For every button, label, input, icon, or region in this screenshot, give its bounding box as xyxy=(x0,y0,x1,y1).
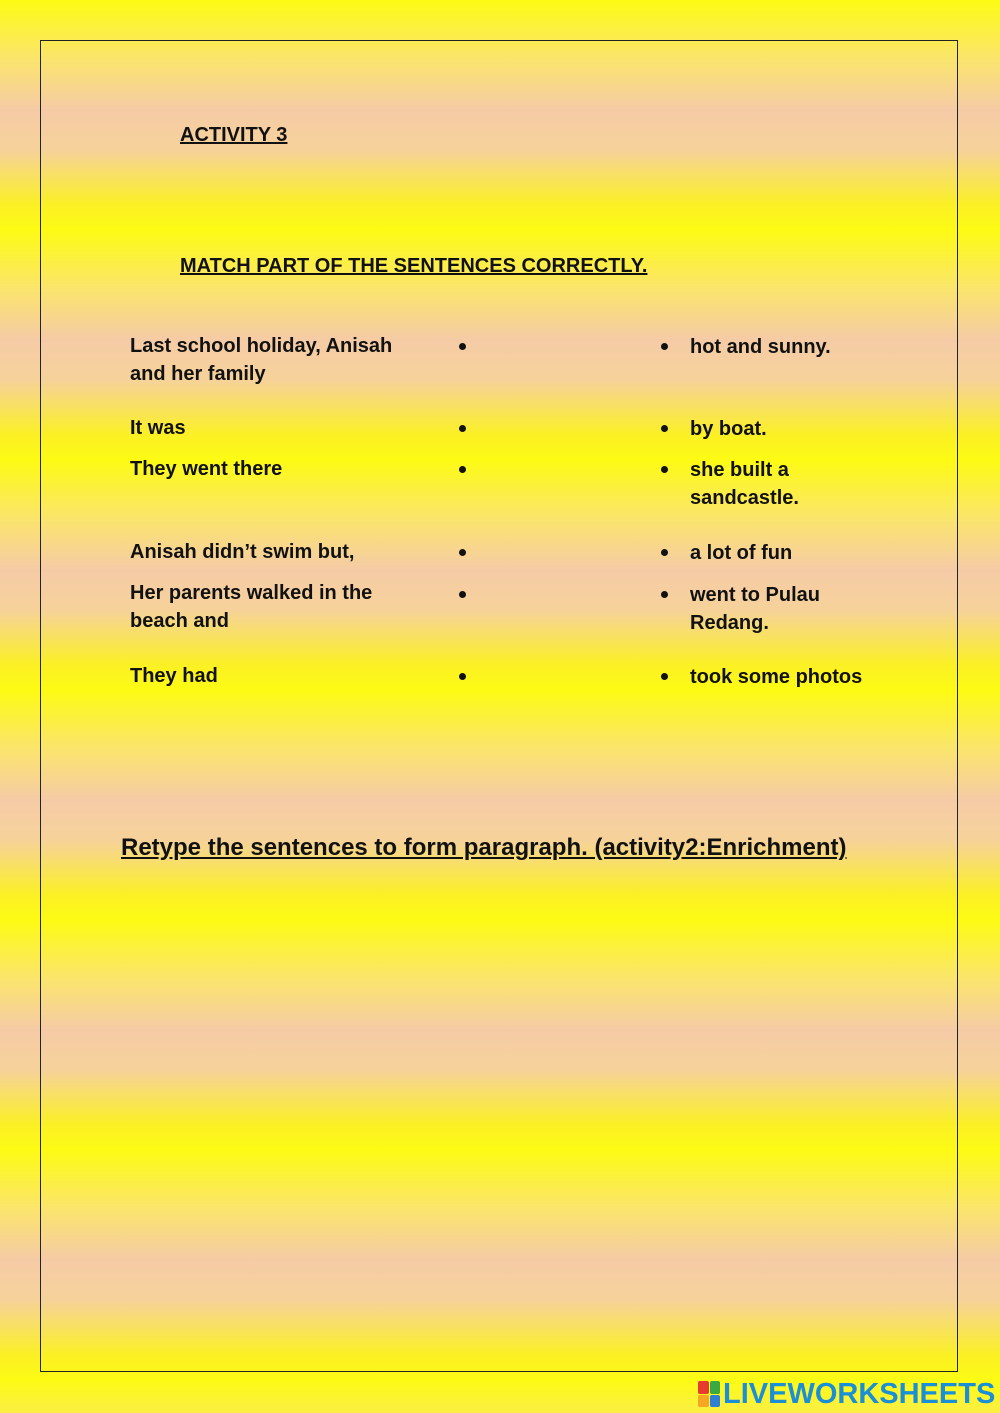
left-match-dot[interactable] xyxy=(459,466,466,473)
liveworksheets-logo-icon xyxy=(698,1381,720,1407)
right-match-dot[interactable] xyxy=(661,425,668,432)
left-item: It was xyxy=(130,417,186,439)
left-match-dot[interactable] xyxy=(459,673,466,680)
right-match-dot[interactable] xyxy=(661,549,668,556)
right-match-dot[interactable] xyxy=(661,466,668,473)
left-item: They had xyxy=(130,665,218,687)
liveworksheets-brand[interactable] xyxy=(698,1378,995,1410)
left-item: Anisah didn’t swim but, xyxy=(130,541,355,563)
brand-name: LIVEWORKSHEETS xyxy=(723,1377,996,1410)
right-match-dot[interactable] xyxy=(661,343,668,350)
activity-instruction: MATCH PART OF THE SENTENCES CORRECTLY. xyxy=(180,255,648,277)
left-match-dot[interactable] xyxy=(459,425,466,432)
right-item: by boat. xyxy=(690,418,767,440)
right-item: she built a sandcastle. xyxy=(690,459,799,509)
right-item: hot and sunny. xyxy=(690,336,831,358)
left-item: Last school holiday, Anisah and her family xyxy=(130,335,393,385)
worksheet-frame xyxy=(40,40,958,1372)
right-item: took some photos xyxy=(690,666,863,688)
right-match-dot[interactable] xyxy=(661,673,668,680)
left-match-dot[interactable] xyxy=(459,343,466,350)
right-match-dot[interactable] xyxy=(661,591,668,598)
left-match-dot[interactable] xyxy=(459,591,466,598)
right-item: a lot of fun xyxy=(690,542,793,564)
right-item: went to Pulau Redang. xyxy=(690,584,820,634)
left-item: Her parents walked in the beach and xyxy=(130,582,373,632)
activity-title: ACTIVITY 3 xyxy=(180,124,288,146)
left-match-dot[interactable] xyxy=(459,549,466,556)
left-item: They went there xyxy=(130,458,283,480)
enrichment-heading: Retype the sentences to form paragraph. (activity2:Enrichment) xyxy=(121,834,847,861)
